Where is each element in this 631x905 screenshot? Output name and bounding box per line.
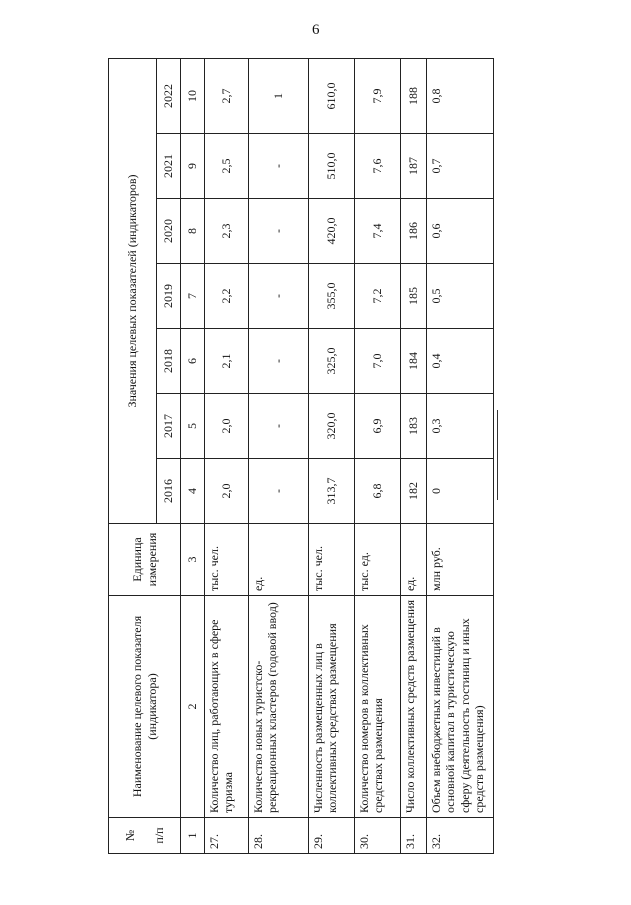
- value-2022: 0,8: [427, 59, 494, 134]
- row-no: 29.: [309, 818, 355, 854]
- row-unit: ед.: [249, 524, 309, 596]
- value-2021: 7,6: [355, 134, 401, 199]
- row-name: Количество новых туристско-рекреационных кластеров (годовой ввод): [249, 596, 309, 818]
- row-unit: тыс. ед.: [355, 524, 401, 596]
- table-row: [309, 59, 355, 854]
- row-name: Количество номеров в коллективных средствах размещения: [355, 596, 401, 818]
- row-name: Количество лиц, работающих в сфере туризма: [205, 596, 249, 818]
- index-row: [181, 59, 205, 854]
- value-2016: -: [249, 459, 309, 524]
- value-2020: -: [249, 199, 309, 264]
- value-2019: 2,2: [205, 264, 249, 329]
- value-2019: -: [249, 264, 309, 329]
- value-2019: 0,5: [427, 264, 494, 329]
- row-unit: млн руб.: [427, 524, 494, 596]
- row-name: Число коллективных средств размещения: [401, 596, 427, 818]
- value-2018: 2,1: [205, 329, 249, 394]
- page-number: 6: [312, 22, 320, 38]
- index-cell: 4: [181, 459, 205, 524]
- separator-line: [497, 410, 498, 500]
- year-2018: 2018: [157, 329, 181, 394]
- index-cell: 8: [181, 199, 205, 264]
- row-no: 30.: [355, 818, 401, 854]
- value-2020: 420,0: [309, 199, 355, 264]
- value-2022: 188: [401, 59, 427, 134]
- index-cell: 6: [181, 329, 205, 394]
- value-2021: 187: [401, 134, 427, 199]
- table-row: [401, 59, 427, 854]
- row-no: 31.: [401, 818, 427, 854]
- value-2017: -: [249, 394, 309, 459]
- table-row: [205, 59, 249, 854]
- header-row: [109, 59, 157, 854]
- index-cell: 3: [181, 524, 205, 596]
- value-2022: 7,9: [355, 59, 401, 134]
- value-2016: 313,7: [309, 459, 355, 524]
- row-no: 32.: [427, 818, 494, 854]
- value-2017: 320,0: [309, 394, 355, 459]
- year-2019: 2019: [157, 264, 181, 329]
- row-name: Численность размещенных лиц в коллективных средствах размещения: [309, 596, 355, 818]
- value-2016: 6,8: [355, 459, 401, 524]
- value-2017: 0,3: [427, 394, 494, 459]
- col-no-sub: п/п: [151, 827, 166, 844]
- year-2020: 2020: [157, 199, 181, 264]
- indicator-table: [108, 58, 494, 854]
- value-2021: 2,5: [205, 134, 249, 199]
- value-2021: 0,7: [427, 134, 494, 199]
- value-2016: 0: [427, 459, 494, 524]
- col-values-header: Значения целевых показателей (индикаторов): [109, 59, 157, 524]
- value-2021: 510,0: [309, 134, 355, 199]
- value-2022: 2,7: [205, 59, 249, 134]
- col-name-header: Наименование целевого показателя (индикатора): [109, 596, 181, 818]
- value-2018: 325,0: [309, 329, 355, 394]
- row-no: 28.: [249, 818, 309, 854]
- value-2020: 7,4: [355, 199, 401, 264]
- table-row: [355, 59, 401, 854]
- row-unit: тыс. чел.: [205, 524, 249, 596]
- year-2017: 2017: [157, 394, 181, 459]
- value-2019: 7,2: [355, 264, 401, 329]
- col-unit-header: Единица измерения: [109, 524, 181, 596]
- row-no: 27.: [205, 818, 249, 854]
- value-2022: 610,0: [309, 59, 355, 134]
- value-2017: 6,9: [355, 394, 401, 459]
- value-2018: 7,0: [355, 329, 401, 394]
- year-2022: 2022: [157, 59, 181, 134]
- indicator-table-container: [108, 59, 487, 854]
- row-unit: ед.: [401, 524, 427, 596]
- year-2016: 2016: [157, 459, 181, 524]
- value-2018: -: [249, 329, 309, 394]
- value-2019: 185: [401, 264, 427, 329]
- index-cell: 9: [181, 134, 205, 199]
- index-cell: 2: [181, 596, 205, 818]
- value-2019: 355,0: [309, 264, 355, 329]
- value-2017: 2,0: [205, 394, 249, 459]
- value-2016: 182: [401, 459, 427, 524]
- value-2018: 184: [401, 329, 427, 394]
- year-2021: 2021: [157, 134, 181, 199]
- table-row: [427, 59, 494, 854]
- row-name: Объем внебюджетных инвестиций в основной капитал в туристическую сферу (деятельность гостиниц и иных средств размещения): [427, 596, 494, 818]
- col-no-header: [109, 818, 181, 854]
- value-2020: 2,3: [205, 199, 249, 264]
- value-2022: 1: [249, 59, 309, 134]
- value-2020: 186: [401, 199, 427, 264]
- value-2020: 0,6: [427, 199, 494, 264]
- table-row: [249, 59, 309, 854]
- value-2018: 0,4: [427, 329, 494, 394]
- value-2017: 183: [401, 394, 427, 459]
- index-cell: 1: [181, 818, 205, 854]
- col-no-label: №: [122, 829, 137, 842]
- index-cell: 10: [181, 59, 205, 134]
- index-cell: 5: [181, 394, 205, 459]
- value-2021: -: [249, 134, 309, 199]
- index-cell: 7: [181, 264, 205, 329]
- value-2016: 2,0: [205, 459, 249, 524]
- row-unit: тыс. чел.: [309, 524, 355, 596]
